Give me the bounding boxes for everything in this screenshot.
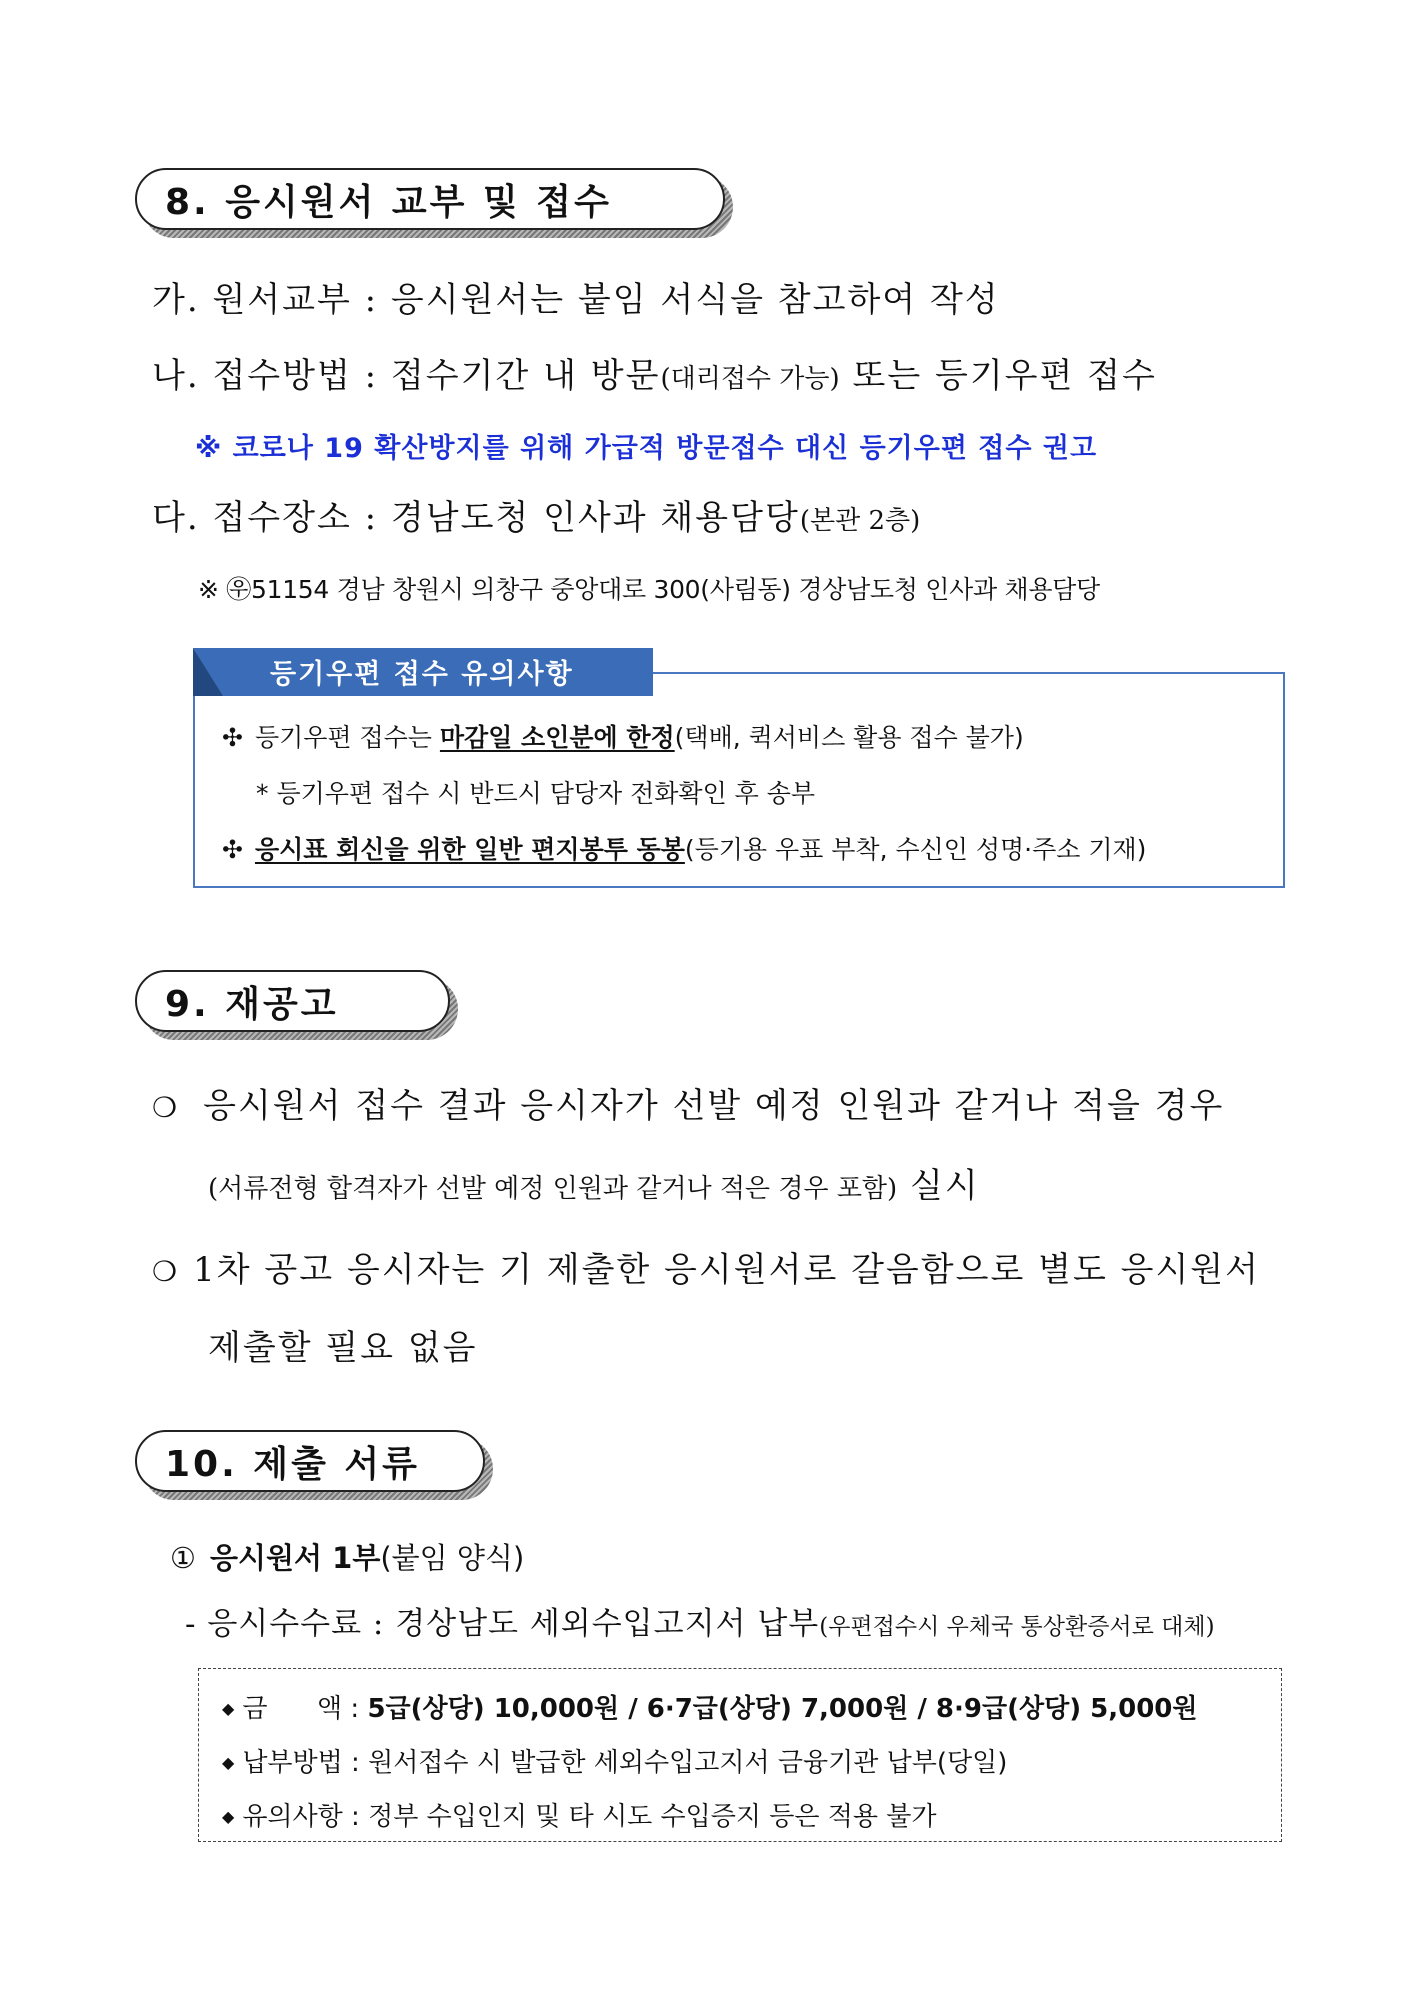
diamond-bullet-icon: ✣ xyxy=(222,723,243,752)
notice-line1-prefix: 등기우편 접수는 xyxy=(254,723,440,752)
fee-caution-value: 정부 수입인지 및 타 시도 수입증지 등은 적용 불가 xyxy=(368,1802,937,1832)
fee-amount-label: 금 액 : xyxy=(242,1694,360,1724)
fee-amount-line xyxy=(222,1688,1198,1725)
section9-item-2-cont: 제출할 필요 없음 xyxy=(208,1328,478,1368)
diamond-bullet-icon: ✣ xyxy=(222,835,243,864)
doc1-bold: 응시원서 1부 xyxy=(210,1541,381,1575)
section8-item-na-paren: (대리접수 가능) xyxy=(660,364,840,394)
small-diamond-bullet-icon: ◆ xyxy=(222,1807,235,1826)
fee-amount-value: 5급(상당) 10,000원 / 6·7급(상당) 7,000원 / 8·9급(상당) 5,000원 xyxy=(367,1694,1198,1724)
section10-heading-pill xyxy=(135,1430,485,1492)
section8-item-da xyxy=(152,490,920,539)
notice-line3-suffix: (등기용 우표 부착, 수신인 성명·주소 기재) xyxy=(684,835,1147,864)
notice-line-2: * 등기우편 접수 시 반드시 담당자 전화확인 후 송부 xyxy=(256,779,816,808)
section8-item-da-main: 다. 접수장소 : 경남도청 인사과 채용담당 xyxy=(152,498,800,538)
section8-heading-pill xyxy=(135,168,725,230)
section8-item-ga: 가. 원서교부 : 응시원서는 붙임 서식을 참고하여 작성 xyxy=(152,280,1000,320)
section9-item2-text: 1차 공고 응시자는 기 제출한 응시원서로 갈음함으로 별도 응시원서 xyxy=(193,1250,1260,1290)
circle-bullet-icon: ❍ xyxy=(152,1091,178,1124)
notice-title: 등기우편 접수 유의사항 xyxy=(270,659,574,690)
section8-heading: 8. 응시원서 교부 및 접수 xyxy=(135,168,725,230)
fee-method-value: 원서접수 시 발급한 세외수입고지서 금융기관 납부(당일) xyxy=(368,1748,1008,1778)
section9-item1-cont-tail: 실시 xyxy=(897,1166,980,1206)
doc1-paren: (붙임 양식) xyxy=(380,1541,525,1575)
section9-item-1-cont xyxy=(208,1158,980,1207)
doc1-number: ① xyxy=(170,1541,196,1575)
circle-bullet-icon: ❍ xyxy=(152,1255,178,1288)
small-diamond-bullet-icon: ◆ xyxy=(222,1699,235,1718)
section9-heading: 9. 재공고 xyxy=(135,970,450,1032)
address-note: ※ ㉾51154 경남 창원시 의창구 중앙대로 300(사림동) 경상남도청 인사과 채용담당 xyxy=(198,575,1100,604)
fee-main: - 응시수수료 : 경상남도 세외수입고지서 납부 xyxy=(185,1606,820,1642)
notice-line1-suffix: (택배, 퀵서비스 활용 접수 불가) xyxy=(674,723,1024,752)
section10-fee-line xyxy=(185,1598,1215,1643)
section9-item-2 xyxy=(152,1242,1260,1291)
notice-line1-emphasis: 마감일 소인분에 한정 xyxy=(439,723,675,752)
fee-caution-line xyxy=(222,1796,937,1833)
fee-method-line xyxy=(222,1742,1007,1779)
fee-method-label: 납부방법 : xyxy=(242,1748,360,1778)
section9-item1-cont-paren: (서류전형 합격자가 선발 예정 인원과 같거나 적은 경우 포함) xyxy=(208,1174,898,1204)
notice-line-1 xyxy=(222,718,1024,754)
fee-paren: (우편접수시 우체국 통상환증서로 대체) xyxy=(819,1614,1215,1640)
section10-doc-1 xyxy=(170,1536,524,1577)
covid-note: ※ 코로나 19 확산방지를 위해 가급적 방문접수 대신 등기우편 접수 권고 xyxy=(195,433,1098,464)
section9-item-1 xyxy=(152,1078,1224,1127)
small-diamond-bullet-icon: ◆ xyxy=(222,1753,235,1772)
section10-heading: 10. 제출 서류 xyxy=(135,1430,485,1492)
section9-heading-pill xyxy=(135,970,450,1032)
section8-item-na xyxy=(152,348,1157,397)
section9-item1-text: 응시원서 접수 결과 응시자가 선발 예정 인원과 같거나 적을 경우 xyxy=(203,1086,1225,1126)
notice-line3-emphasis: 응시표 회신을 위한 일반 편지봉투 동봉 xyxy=(254,835,685,864)
section8-item-na-tail: 또는 등기우편 접수 xyxy=(839,356,1157,396)
section8-item-da-paren: (본관 2층) xyxy=(799,506,921,536)
notice-line-3 xyxy=(222,830,1146,866)
section8-item-na-main: 나. 접수방법 : 접수기간 내 방문 xyxy=(152,356,661,396)
fee-caution-label: 유의사항 : xyxy=(242,1802,360,1832)
